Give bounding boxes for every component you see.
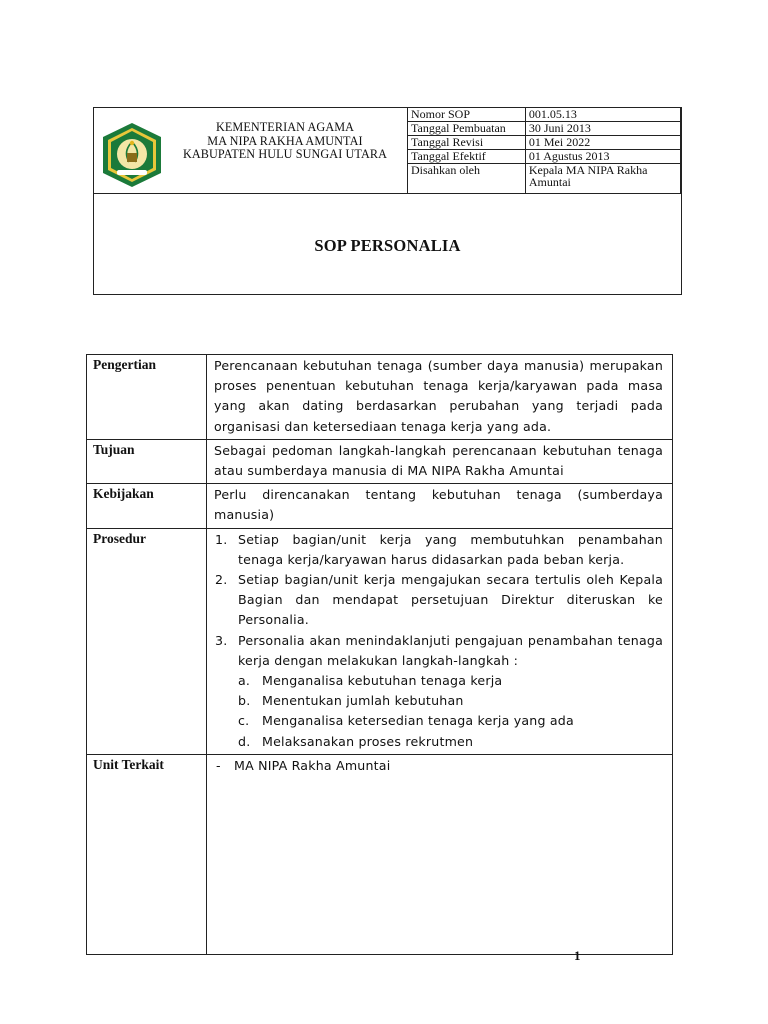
institution-line: KABUPATEN HULU SUNGAI UTARA [182, 147, 388, 161]
sop-meta-table [407, 107, 681, 194]
step-text: Setiap bagian/unit kerja mengajukan secara tertulis oleh Kepala Bagian dan mendapat persetujuan Direktur diteruskan ke Personalia. [238, 572, 663, 628]
row-tujuan [87, 439, 673, 483]
header-top-row [94, 108, 681, 194]
list-item [214, 530, 663, 570]
row-unit-terkait [87, 754, 673, 954]
meta-row [408, 150, 681, 164]
sop-title: SOP PERSONALIA [314, 236, 461, 255]
substep-letter: c. [238, 713, 250, 729]
step-number: 3. [215, 632, 228, 648]
substep-letter: a. [238, 673, 251, 689]
step-text: Setiap bagian/unit kerja yang membutuhkan penambahan tenaga kerja/karyawan harus didasarkan pada beban kerja. [238, 531, 663, 567]
substep-letter: b. [238, 693, 251, 709]
meta-row [408, 136, 681, 150]
substep-text: Menganalisa kebutuhan tenaga kerja [262, 673, 503, 689]
meta-key: Disahkan oleh [408, 164, 526, 194]
meta-row [408, 108, 681, 122]
list-item [238, 711, 663, 731]
sop-header [93, 107, 682, 295]
meta-row [408, 122, 681, 136]
substep-text: Menganalisa ketersedian tenaga kerja yang ada [262, 713, 574, 729]
list-item [238, 671, 663, 691]
kementerian-agama-emblem-icon [99, 122, 165, 188]
meta-key: Tanggal Pembuatan [408, 122, 526, 136]
list-item [214, 631, 663, 752]
meta-value: 01 Mei 2022 [525, 136, 680, 150]
row-body [207, 355, 673, 440]
step-text: Personalia akan menindaklanjuti pengajuan penambahan tenaga kerja dengan melakukan langkah-langkah : [238, 632, 663, 668]
institution-line: MA NIPA RAKHA AMUNTAI [207, 133, 363, 148]
meta-value: 01 Agustus 2013 [525, 150, 680, 164]
meta-key: Tanggal Efektif [408, 150, 526, 164]
prosedur-substeps [238, 671, 663, 752]
row-label: Prosedur [87, 528, 207, 754]
row-body [207, 439, 673, 483]
row-pengertian [87, 355, 673, 440]
substep-text: Menentukan jumlah kebutuhan [262, 693, 464, 709]
row-label: Unit Terkait [87, 754, 207, 954]
list-item [238, 732, 663, 752]
row-body [207, 484, 673, 528]
list-item [238, 691, 663, 711]
dash-bullet: - [216, 757, 221, 773]
list-item [214, 570, 663, 631]
substep-text: Melaksanakan proses rekrutmen [262, 733, 474, 749]
tujuan-text: Sebagai pedoman langkah-langkah perencanaan kebutuhan tenaga atau sumberdaya manusia di MA NIPA Rakha Amuntai [214, 442, 663, 479]
row-kebijakan [87, 484, 673, 528]
meta-value: Kepala MA NIPA Rakha Amuntai [525, 164, 680, 194]
meta-row [408, 164, 681, 194]
meta-value: 30 Juni 2013 [525, 122, 680, 136]
sop-content-table [86, 354, 673, 955]
step-number: 2. [215, 572, 228, 588]
meta-value: 001.05.13 [525, 108, 680, 122]
pengertian-text: Perencanaan kebutuhan tenaga (sumber daya manusia) merupakan proses penentuan kebutuhan tenaga kerja/karyawan pada masa yang akan dating berdasarkan perubahan yang terjadi pada organisasi dan ketersediaan tenaga kerja yang ada. [214, 358, 663, 434]
substep-letter: d. [238, 733, 251, 749]
step-number: 1. [215, 531, 228, 547]
page-number: 1 [574, 948, 581, 963]
prosedur-steps [214, 530, 663, 752]
meta-key: Nomor SOP [408, 108, 526, 122]
unit-text: MA NIPA Rakha Amuntai [234, 757, 391, 773]
row-label: Pengertian [87, 355, 207, 440]
row-body [207, 528, 673, 754]
meta-key: Tanggal Revisi [408, 136, 526, 150]
row-label: Tujuan [87, 439, 207, 483]
kebijakan-text: Perlu direncanakan tentang kebutuhan tenaga (sumberdaya manusia) [214, 487, 663, 523]
row-prosedur [87, 528, 673, 754]
row-label: Kebijakan [87, 484, 207, 528]
institution-name [169, 121, 401, 162]
row-body [207, 754, 673, 954]
unit-line [214, 756, 663, 776]
institution-line: KEMENTERIAN AGAMA [215, 120, 355, 134]
